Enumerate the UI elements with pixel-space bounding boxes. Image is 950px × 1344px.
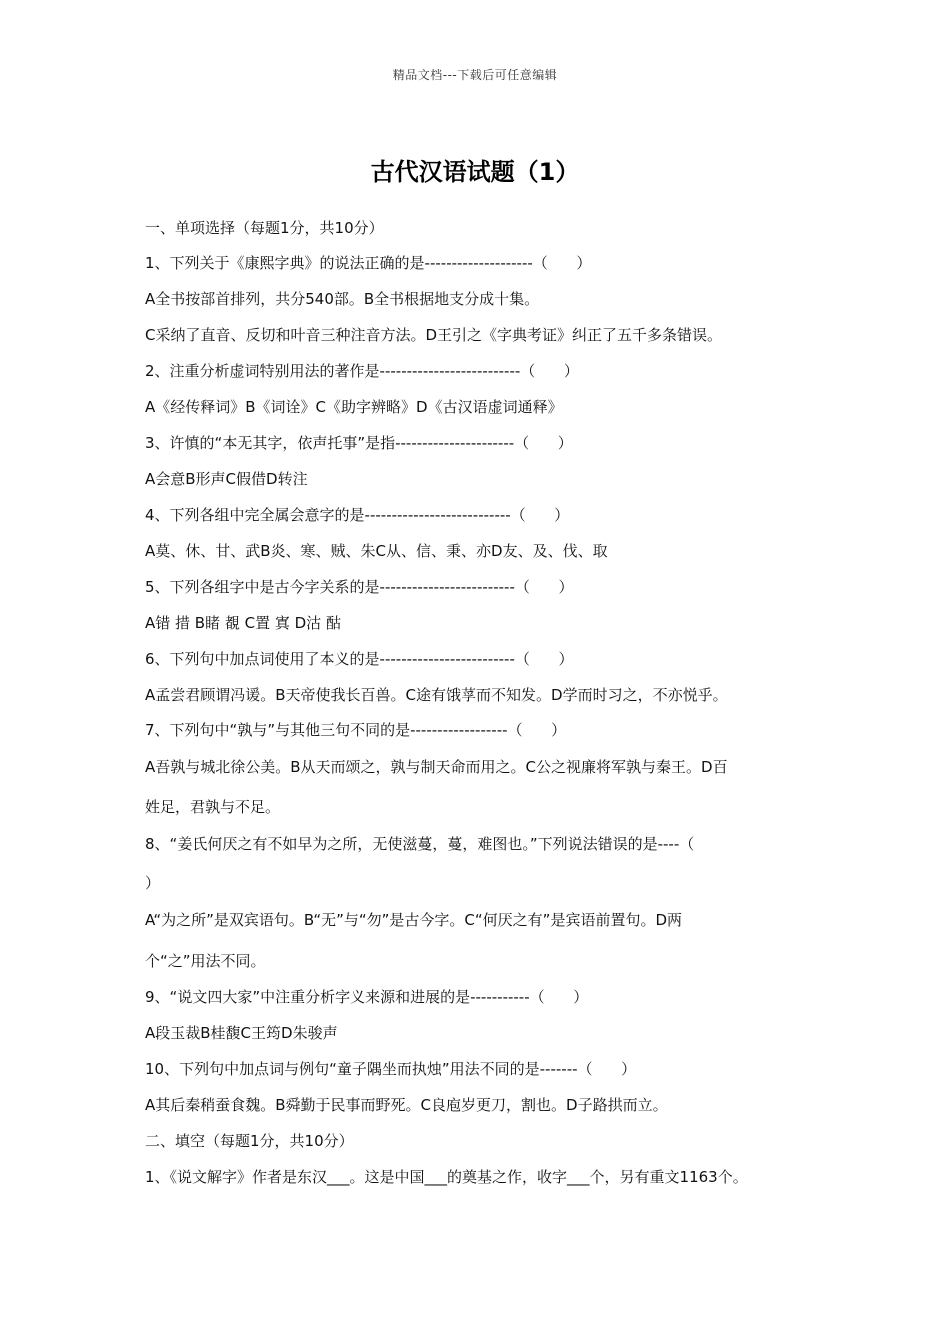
section-heading: 二、填空（每题1分，共10分）: [145, 1132, 354, 1150]
option-line: A莫、休、甘、武B炎、寒、贼、朱C从、信、秉、亦D友、及、伐、取: [145, 542, 608, 560]
question-line: 9、“说文四大家”中注重分析字义来源和进展的是-----------（ ）: [145, 988, 589, 1006]
option-line: A全书按部首排列，共分540部。B全书根据地支分成十集。: [145, 290, 540, 308]
question-line: 4、下列各组中完全属会意字的是---------------------------（ ）: [145, 506, 570, 524]
option-line: A段玉裁B桂馥C王筠D朱骏声: [145, 1024, 338, 1042]
header-note: 精品文档---下载后可任意编辑: [392, 68, 558, 82]
question-line: 1、下列关于《康熙字典》的说法正确的是--------------------（ ）: [145, 254, 592, 272]
question-line: 6、下列句中加点词使用了本义的是-------------------------（ ）: [145, 650, 574, 668]
question-line: ）: [145, 874, 161, 892]
question-line: 8、“姜氏何厌之有不如早为之所，无使滋蔓，蔓，难图也。”下列说法错误的是----（: [145, 835, 695, 853]
option-line: A吾孰与城北徐公美。B从天而颂之，孰与制天命而用之。C公之视廉将军孰与秦王。D百: [145, 758, 728, 776]
option-line: A《经传释词》B《词诠》C《助字辨略》D《古汉语虚词通释》: [145, 398, 563, 416]
question-line: 2、注重分析虚词特别用法的著作是--------------------------（ ）: [145, 362, 579, 380]
question-line: 5、下列各组字中是古今字关系的是-------------------------（ ）: [145, 578, 574, 596]
question-line: 7、下列句中“孰与”与其他三句不同的是------------------（ ）: [145, 721, 567, 739]
option-line: A其后秦稍蚕食魏。B舜勤于民事而野死。C良庖岁更刀，割也。D子路拱而立。: [145, 1096, 668, 1114]
page-title: 古代汉语试题（1）: [370, 158, 580, 186]
option-line: 个“之”用法不同。: [145, 952, 266, 970]
question-line: 10、下列句中加点词与例句“童子隅坐而执烛”用法不同的是-------（ ）: [145, 1060, 637, 1078]
question-line: 1、《说文解字》作者是东汉___。这是中国___的奠基之作，收字___个，另有重文1163个。: [145, 1168, 748, 1186]
option-line: A错 措 B睹 覩 C置 寘 D沽 酤: [145, 614, 341, 632]
option-line: C采纳了直音、反切和叶音三种注音方法。D王引之《字典考证》纠正了五千多条错误。: [145, 326, 723, 344]
section-heading: 一、单项选择（每题1分，共10分）: [145, 219, 384, 237]
option-line: A会意B形声C假借D转注: [145, 470, 308, 488]
question-line: 3、许慎的“本无其字，依声托事”是指----------------------（ ）: [145, 434, 573, 452]
option-line: A“为之所”是双宾语句。B“无”与“勿”是古今字。C“何厌之有”是宾语前置句。D两: [145, 911, 682, 929]
option-line: A孟尝君顾谓冯谖。B天帝使我长百兽。C途有饿莩而不知发。D学而时习之，不亦悦乎。: [145, 686, 728, 704]
option-line: 姓足，君孰与不足。: [145, 798, 281, 816]
